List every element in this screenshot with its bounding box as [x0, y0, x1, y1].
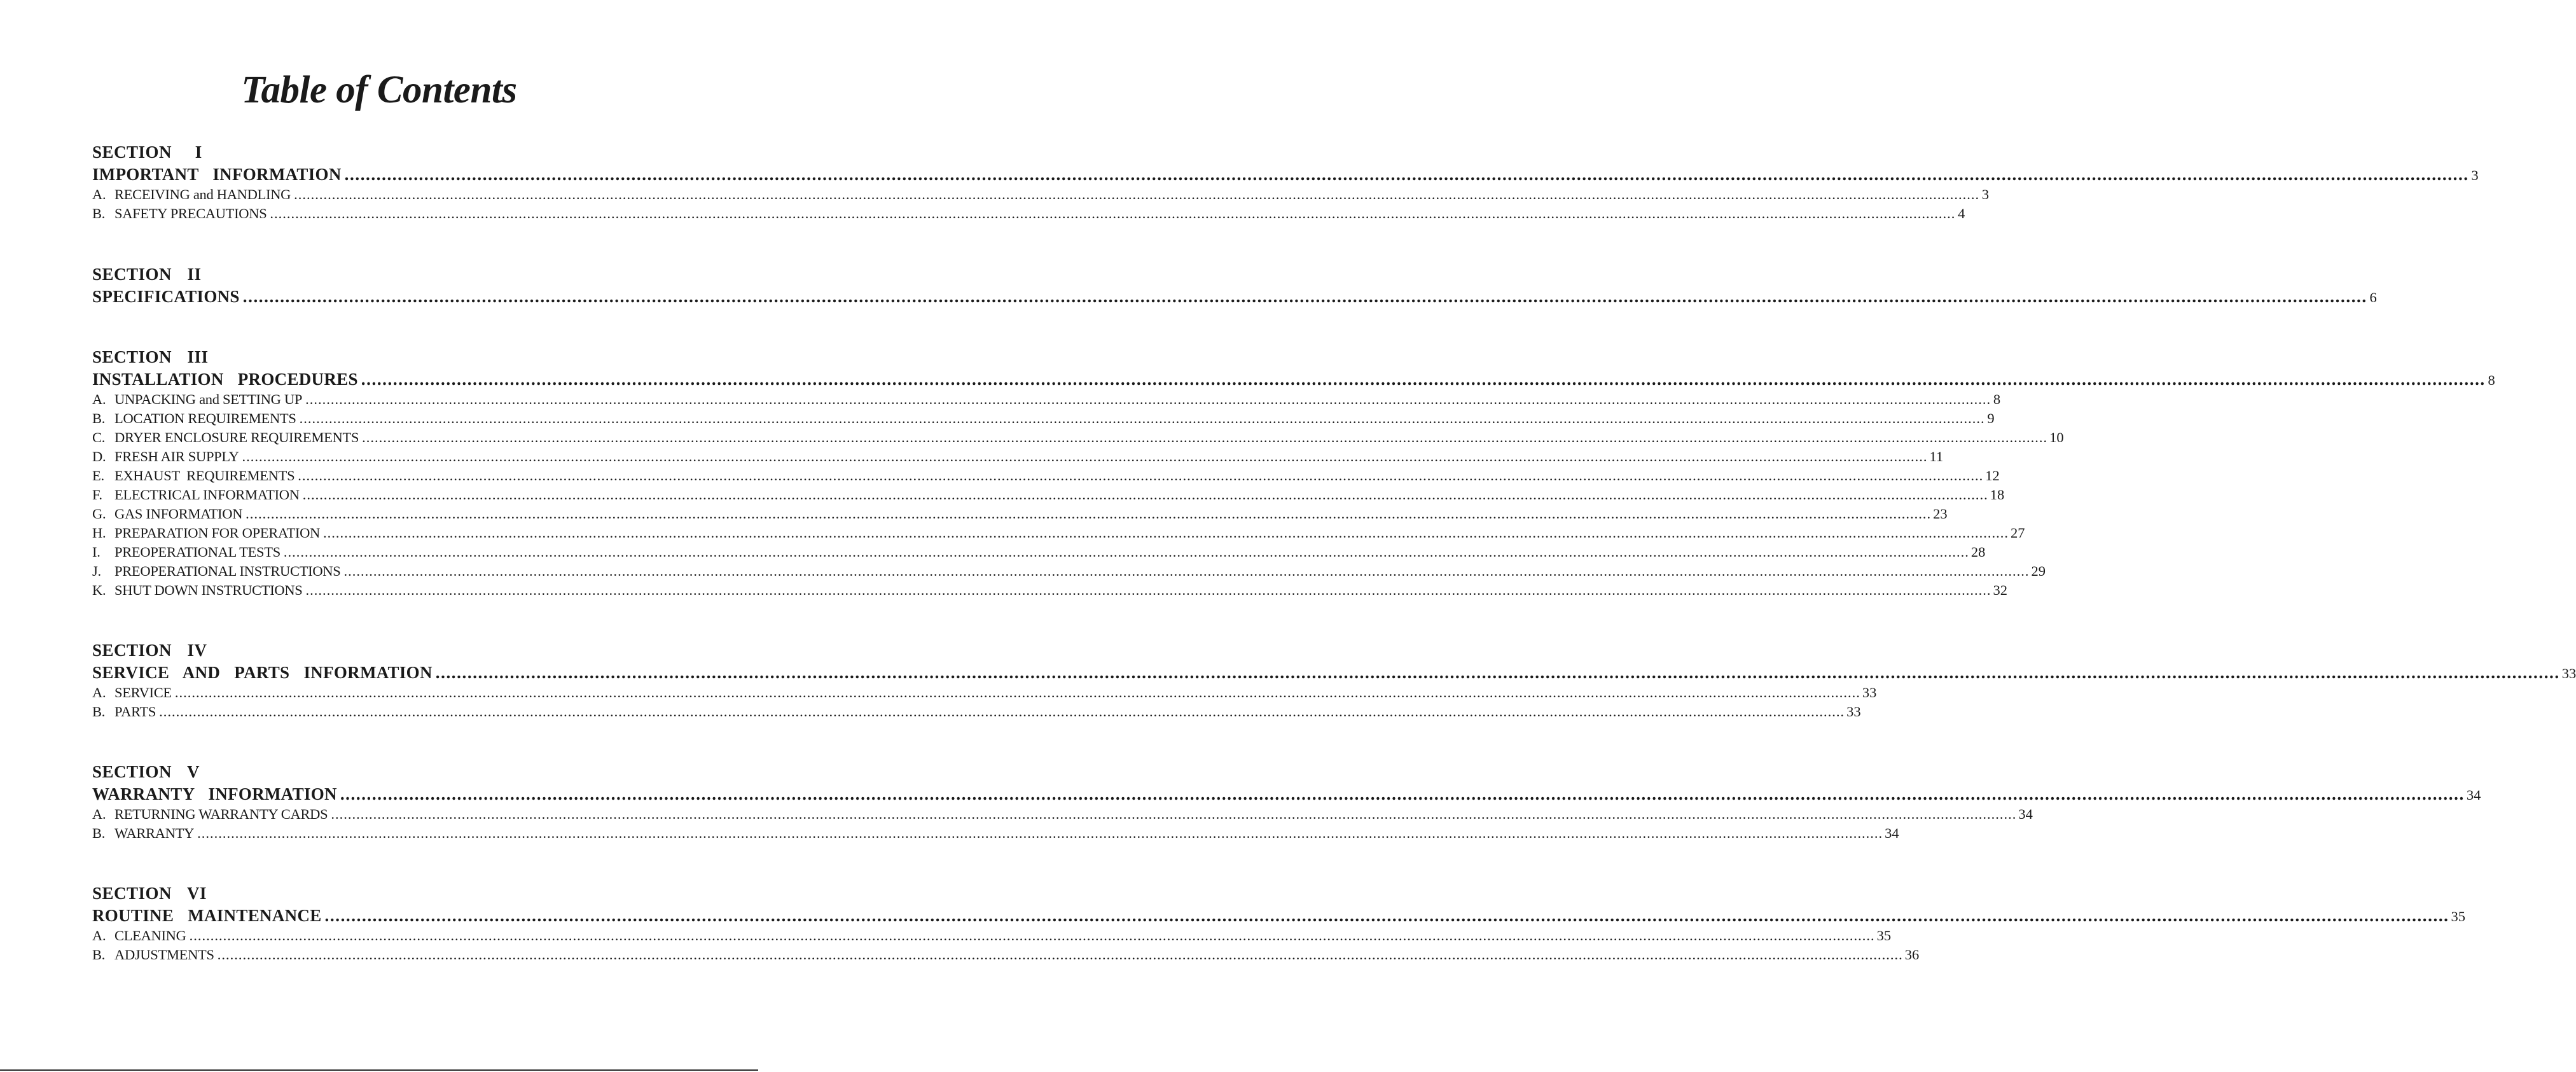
page-number: 34 — [2466, 787, 2481, 803]
toc-entry — [92, 926, 1892, 945]
entry-title: WARRANTY — [114, 825, 195, 841]
toc-entry-main — [92, 164, 2479, 185]
entry-label — [92, 185, 291, 204]
page-number: 33 — [1862, 685, 1877, 700]
toc-entry — [92, 805, 2033, 824]
dot-leader: ................................................................................................................................................................................................................................................................................................................................................................................................................ — [298, 468, 1984, 484]
dot-leader: ................................................................................................................................................................................................................................................................................................................................................................................................................ — [174, 685, 1860, 700]
dot-leader: ................................................................................................................................................................................................................................................................................................................................................................................................................ — [362, 429, 2048, 445]
toc-entry — [92, 945, 1920, 964]
entry-letter: K. — [92, 582, 106, 598]
page-number: 29 — [2031, 563, 2046, 579]
page-number: 6 — [2369, 289, 2377, 305]
entry-label — [92, 505, 242, 524]
dot-leader: ................................................................................................................................................................................................................................................................................................................................................................................................................ — [242, 287, 2367, 306]
page-number: 34 — [1885, 825, 1899, 841]
dot-leader: ................................................................................................................................................................................................................................................................................................................................................................................................................ — [331, 806, 2017, 822]
footer-rule — [0, 1069, 758, 1071]
page-number: 8 — [2488, 372, 2495, 388]
entry-letter: G. — [92, 506, 106, 522]
entry-letter: C. — [92, 429, 106, 445]
page-number: 9 — [1987, 410, 1995, 426]
entry-label — [92, 926, 186, 945]
dot-leader: ................................................................................................................................................................................................................................................................................................................................................................................................................ — [159, 704, 1845, 720]
entry-title: PARTS — [114, 704, 156, 720]
toc-entry — [92, 505, 1948, 524]
entry-letter: F. — [92, 487, 102, 503]
entry-letter: A. — [92, 806, 106, 822]
dot-leader: ................................................................................................................................................................................................................................................................................................................................................................................................................ — [435, 663, 2560, 682]
entry-title: PREPARATION FOR OPERATION — [114, 525, 320, 541]
entry-title: FRESH AIR SUPPLY — [114, 449, 239, 464]
page-number: 27 — [2010, 525, 2025, 541]
page-number: 10 — [2049, 429, 2064, 445]
entry-label — [92, 390, 302, 409]
entry-letter: H. — [92, 525, 106, 541]
entry-letter: A. — [92, 928, 106, 943]
toc-entry-main — [92, 783, 2481, 805]
toc-entry — [92, 543, 1986, 562]
entry-title: SERVICE — [114, 685, 172, 700]
toc-entry — [92, 409, 1995, 428]
entry-label — [92, 428, 359, 447]
page-title: Table of Contents — [241, 69, 517, 111]
entry-label — [92, 702, 156, 721]
toc-entry-main — [92, 662, 2576, 683]
toc-entry — [92, 485, 2005, 505]
page-number: 33 — [1846, 704, 1861, 720]
entry-letter: E. — [92, 468, 104, 484]
toc-entry — [92, 683, 1877, 702]
toc-entry-main — [92, 368, 2495, 390]
section-heading: SPECIFICATIONS — [92, 287, 240, 306]
section-heading: INSTALLATION PROCEDURES — [92, 370, 358, 389]
dot-leader: ................................................................................................................................................................................................................................................................................................................................................................................................................ — [344, 165, 2469, 184]
dot-leader: ................................................................................................................................................................................................................................................................................................................................................................................................................ — [294, 186, 1980, 202]
entry-letter: B. — [92, 704, 106, 720]
entry-label — [92, 524, 320, 543]
dot-leader: ................................................................................................................................................................................................................................................................................................................................................................................................................ — [361, 370, 2486, 389]
entry-letter: A. — [92, 391, 106, 407]
dot-leader: ................................................................................................................................................................................................................................................................................................................................................................................................................ — [197, 825, 1883, 841]
dot-leader: ................................................................................................................................................................................................................................................................................................................................................................................................................ — [283, 544, 1969, 560]
section-heading: IMPORTANT INFORMATION — [92, 165, 342, 184]
entry-letter: B. — [92, 205, 106, 221]
dot-leader: ................................................................................................................................................................................................................................................................................................................................................................................................................ — [322, 525, 2009, 541]
page-number: 34 — [2018, 806, 2033, 822]
dot-leader: ................................................................................................................................................................................................................................................................................................................................................................................................................ — [324, 906, 2449, 925]
page-number: 12 — [1985, 468, 2000, 484]
entry-title: ELECTRICAL INFORMATION — [114, 487, 300, 503]
entry-letter: A. — [92, 685, 106, 700]
dot-leader: ................................................................................................................................................................................................................................................................................................................................................................................................................ — [189, 928, 1875, 943]
page-number: 35 — [2451, 908, 2466, 924]
page-number: 11 — [1929, 449, 1944, 464]
entry-label — [92, 805, 328, 824]
section-label: SECTION IV — [92, 641, 207, 660]
page-number: 32 — [1993, 582, 2007, 598]
dot-leader: ................................................................................................................................................................................................................................................................................................................................................................................................................ — [246, 506, 1932, 522]
toc-entry — [92, 524, 2025, 543]
entry-label — [92, 204, 267, 223]
page-number: 23 — [1933, 506, 1948, 522]
toc-entry — [92, 702, 1861, 721]
entry-title: PREOPERATIONAL INSTRUCTIONS — [114, 563, 341, 579]
toc-entry — [92, 447, 1944, 466]
entry-title: SAFETY PRECAUTIONS — [114, 205, 267, 221]
section-heading: SERVICE AND PARTS INFORMATION — [92, 663, 433, 682]
toc-section — [92, 760, 2481, 843]
entry-title: GAS INFORMATION — [114, 506, 243, 522]
entry-label — [92, 945, 214, 964]
dot-leader: ................................................................................................................................................................................................................................................................................................................................................................................................................ — [305, 391, 1991, 407]
entry-label — [92, 543, 280, 562]
toc-entry — [92, 824, 1899, 843]
dot-leader: ................................................................................................................................................................................................................................................................................................................................................................................................................ — [343, 563, 2030, 579]
entry-letter: I. — [92, 544, 100, 560]
toc-section — [92, 141, 2479, 223]
toc-entry — [92, 185, 1990, 204]
toc-entry — [92, 204, 1965, 223]
section-label: SECTION VI — [92, 884, 207, 903]
toc-entry — [92, 581, 2007, 600]
entry-label — [92, 409, 296, 428]
entry-letter: B. — [92, 825, 106, 841]
page-number: 8 — [1993, 391, 2001, 407]
page-number: 35 — [1876, 928, 1892, 943]
page-number: 36 — [1904, 947, 1920, 963]
dot-leader: ................................................................................................................................................................................................................................................................................................................................................................................................................ — [302, 487, 1988, 503]
entry-title: SHUT DOWN INSTRUCTIONS — [114, 582, 303, 598]
entry-title: DRYER ENCLOSURE REQUIREMENTS — [114, 429, 359, 445]
page-number: 18 — [1990, 487, 2005, 503]
entry-title: LOCATION REQUIREMENTS — [114, 410, 296, 426]
entry-title: RETURNING WARRANTY CARDS — [114, 806, 328, 822]
toc-entry-main — [92, 286, 2377, 307]
dot-leader: ................................................................................................................................................................................................................................................................................................................................................................................................................ — [299, 410, 1985, 426]
page-number: 3 — [1981, 186, 1990, 202]
entry-letter: B. — [92, 947, 106, 963]
dot-leader: ................................................................................................................................................................................................................................................................................................................................................................................................................ — [340, 784, 2465, 804]
entry-label — [92, 683, 172, 702]
toc-section — [92, 263, 2377, 307]
entry-label — [92, 824, 194, 843]
toc-entry — [92, 466, 2000, 485]
dot-leader: ................................................................................................................................................................................................................................................................................................................................................................................................................ — [270, 205, 1956, 221]
entry-label — [92, 581, 303, 600]
entry-letter: J. — [92, 563, 101, 579]
entry-title: ADJUSTMENTS — [114, 947, 214, 963]
dot-leader: ................................................................................................................................................................................................................................................................................................................................................................................................................ — [305, 582, 1991, 598]
section-label: SECTION III — [92, 347, 209, 366]
toc-entry-main — [92, 905, 2466, 926]
section-heading: WARRANTY INFORMATION — [92, 784, 337, 804]
entry-title: EXHAUST REQUIREMENTS — [114, 468, 295, 484]
section-label: SECTION II — [92, 265, 202, 284]
entry-label — [92, 466, 294, 485]
entry-title: RECEIVING and HANDLING — [114, 186, 291, 202]
section-label: SECTION I — [92, 143, 202, 162]
toc-section — [92, 639, 2576, 721]
toc-entry — [92, 562, 2046, 581]
dot-leader: ................................................................................................................................................................................................................................................................................................................................................................................................................ — [217, 947, 1903, 963]
entry-label — [92, 447, 239, 466]
entry-label — [92, 485, 300, 505]
dot-leader: ................................................................................................................................................................................................................................................................................................................................................................................................................ — [242, 449, 1928, 464]
toc-entry — [92, 428, 2064, 447]
entry-title: CLEANING — [114, 928, 186, 943]
entry-title: UNPACKING and SETTING UP — [114, 391, 303, 407]
toc-section — [92, 882, 2466, 964]
page-number: 4 — [1958, 205, 1965, 221]
entry-letter: B. — [92, 410, 106, 426]
entry-title: PREOPERATIONAL TESTS — [114, 544, 280, 560]
entry-letter: A. — [92, 186, 106, 202]
section-heading: ROUTINE MAINTENANCE — [92, 906, 322, 925]
page-number: 28 — [1970, 544, 1986, 560]
toc-section — [92, 345, 2495, 600]
entry-label — [92, 562, 340, 581]
toc-entry — [92, 390, 2001, 409]
section-label: SECTION V — [92, 762, 200, 781]
page-number: 3 — [2471, 167, 2479, 183]
entry-letter: D. — [92, 449, 106, 464]
page-number: 33 — [2561, 665, 2576, 681]
